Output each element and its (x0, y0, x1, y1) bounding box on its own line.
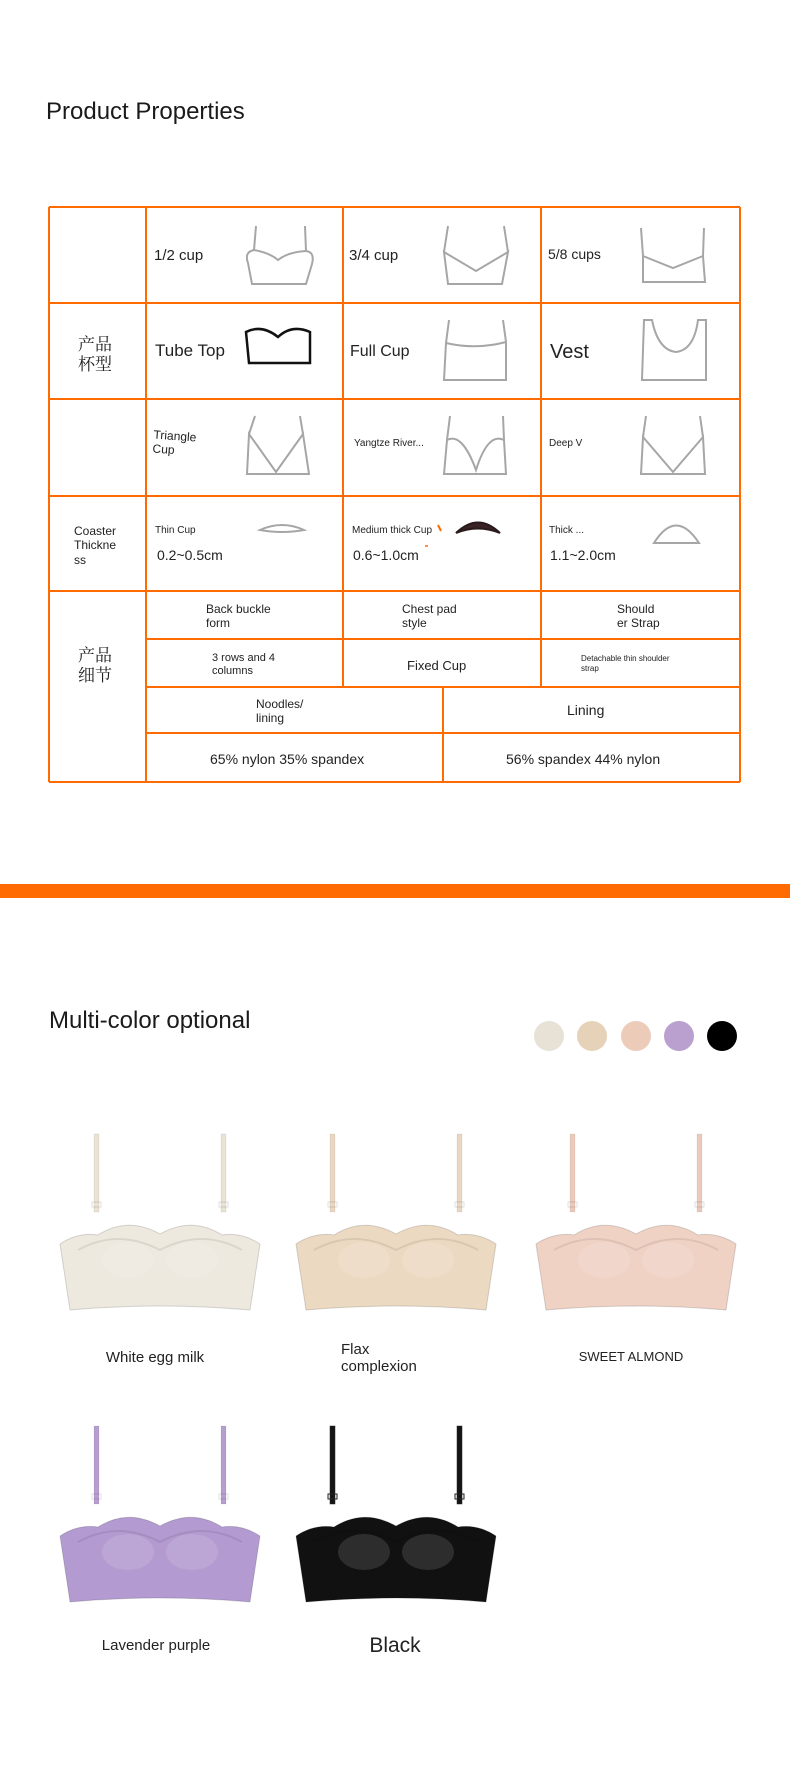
product-image-white[interactable] (58, 1132, 262, 1318)
details-header-back-buckle: Back buckle form (206, 602, 271, 631)
color-swatch-black[interactable] (707, 1021, 737, 1051)
thickness-medium-range: 0.6~1.0cm (353, 547, 419, 563)
color-swatch-white[interactable] (534, 1021, 564, 1051)
product-image-flax[interactable] (294, 1132, 498, 1318)
details-header-chest-pad: Chest pad style (402, 602, 457, 631)
details-value-back-buckle: 3 rows and 4 columns (212, 652, 275, 678)
details-label: 产品 细节 (78, 646, 112, 686)
thickness-medium-name: Medium thick Cup (352, 525, 433, 536)
section-divider (0, 884, 790, 898)
product-label-flax: Flax complexion (341, 1341, 417, 1376)
thickness-thin-range: 0.2~0.5cm (157, 547, 223, 563)
section-title-properties: Product Properties (46, 98, 245, 125)
fabric-value-lining: 56% spandex 44% nylon (506, 751, 661, 767)
fabric-value-noodles: 65% nylon 35% spandex (210, 751, 365, 767)
cup-label-deep-v: Deep V (549, 438, 583, 449)
cup-label-five-eighths: 5/8 cups (548, 246, 601, 262)
product-image-almond[interactable] (534, 1132, 738, 1318)
fabric-header-lining: Lining (567, 702, 605, 718)
product-label-white: White egg milk (105, 1349, 205, 1366)
thickness-thin-name: Thin Cup (155, 525, 196, 536)
cup-label-vest: Vest (550, 341, 589, 363)
product-image-lavender[interactable] (58, 1424, 262, 1610)
product-image-black[interactable] (294, 1424, 498, 1610)
color-swatch-flax[interactable] (577, 1021, 607, 1051)
details-header-shoulder-strap: Should er Strap (617, 602, 660, 631)
cup-label-yangtze: Yangtze River... (354, 438, 424, 449)
thickness-thick-range: 1.1~2.0cm (550, 547, 616, 563)
cup-label-triangle: Triangle Cup (152, 427, 197, 458)
product-label-almond: SWEET ALMOND (578, 1349, 684, 1364)
section-title-colors: Multi-color optional (49, 1007, 251, 1034)
product-label-black: Black (369, 1634, 421, 1657)
cup-type-label: 产品 杯型 (78, 335, 112, 375)
cup-label-three-quarter: 3/4 cup (349, 247, 399, 264)
product-label-lavender: Lavender purple (101, 1637, 211, 1654)
thickness-label: Coaster Thickne ss (74, 524, 117, 567)
color-swatch-lavender[interactable] (664, 1021, 694, 1051)
fabric-header-noodles: Noodles/ lining (256, 697, 304, 726)
cup-label-half: 1/2 cup (154, 247, 204, 264)
cup-label-full-cup: Full Cup (350, 343, 410, 360)
thickness-thick-name: Thick ... (549, 525, 585, 536)
color-swatch-almond[interactable] (621, 1021, 651, 1051)
details-value-chest-pad: Fixed Cup (407, 658, 467, 673)
details-value-shoulder-strap: Detachable thin shoulder strap (581, 654, 670, 673)
cup-label-tube-top: Tube Top (155, 341, 225, 360)
cup-illustrations (0, 0, 790, 800)
